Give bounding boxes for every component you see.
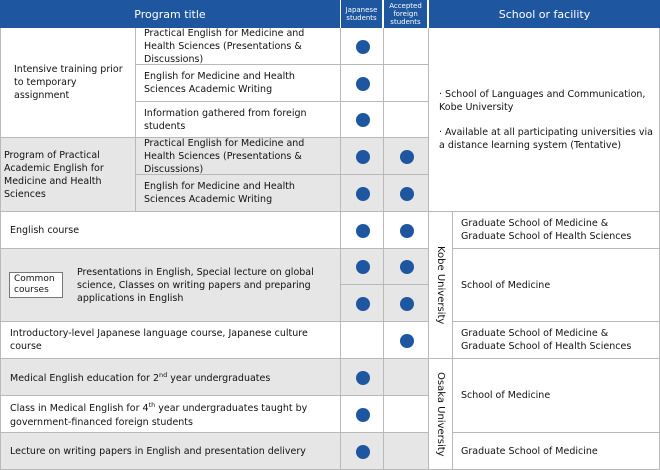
- dot-icon: [356, 187, 370, 201]
- header-japanese-students: Japanese students: [341, 0, 382, 28]
- japanese-mark: [341, 175, 384, 212]
- foreign-mark: [384, 249, 429, 285]
- university-osaka-cell: [429, 359, 453, 470]
- japanese-mark: [341, 212, 384, 249]
- japanese-mark: [341, 396, 384, 433]
- foreign-col-cell: [384, 65, 429, 102]
- table-left-border: [0, 28, 1, 470]
- foreign-col-cell: [384, 396, 429, 433]
- dot-icon: [356, 77, 370, 91]
- group-practical-program: Program of Practical Academic English for Medicine and Health Sciences: [0, 138, 136, 212]
- row-lecture-writing: Lecture on writing papers in English and presentation delivery: [0, 433, 341, 470]
- header-program-title: Program title: [0, 0, 340, 28]
- row-info-foreign-students: Information gathered from foreign students: [136, 102, 341, 138]
- dot-icon: [400, 297, 414, 311]
- university-kobe-label: Kobe University: [435, 245, 446, 325]
- foreign-mark: [384, 285, 429, 322]
- row-class-4th-year: Class in Medical English for 4th year undergraduates taught by government-financed foreign students: [0, 396, 341, 433]
- japanese-col-cell: [341, 322, 384, 359]
- university-osaka-label: Osaka University: [435, 371, 446, 457]
- dot-icon: [400, 224, 414, 238]
- japanese-mark: [341, 285, 384, 322]
- common-courses-label: Common courses: [9, 272, 63, 298]
- foreign-mark: [384, 322, 429, 359]
- row-writing-1: English for Medicine and Health Sciences Academic Writing: [136, 65, 341, 102]
- dot-icon: [356, 40, 370, 54]
- row-practical-english-1: Practical English for Medicine and Health Sciences (Presentations & Discussions): [136, 28, 341, 65]
- common-courses-description: Presentations in English, Special lecture on global science, Classes on writing papers and preparing applications in English: [77, 266, 314, 304]
- university-kobe-cell: [429, 212, 453, 359]
- dot-icon: [400, 187, 414, 201]
- dot-icon: [356, 297, 370, 311]
- foreign-mark: [384, 175, 429, 212]
- facility-distance-learning: · Available at all participating universities via a distance learning system (Tentative): [439, 127, 653, 151]
- dot-icon: [356, 408, 370, 422]
- facility-grad-med-health-2: Graduate School of Medicine & Graduate School of Health Sciences: [453, 322, 660, 359]
- japanese-mark: [341, 65, 384, 102]
- japanese-mark: [341, 433, 384, 470]
- dot-icon: [356, 150, 370, 164]
- foreign-col-cell: [384, 28, 429, 65]
- group-intensive-training: Intensive training prior to temporary assignment: [0, 28, 136, 138]
- facility-grad-med-health-1: Graduate School of Medicine & Graduate School of Health Sciences: [453, 212, 660, 249]
- row-writing-2: English for Medicine and Health Sciences Academic Writing: [136, 175, 341, 212]
- dot-icon: [356, 371, 370, 385]
- facility-school-med-1: School of Medicine: [453, 249, 660, 322]
- japanese-mark: [341, 102, 384, 138]
- facility-kobe-languages: · School of Languages and Communication, Kobe University: [439, 89, 646, 113]
- japanese-mark: [341, 138, 384, 175]
- foreign-mark: [384, 138, 429, 175]
- row-medical-english-2nd: Medical English education for 2nd year undergraduates: [0, 359, 341, 396]
- japanese-mark: [341, 28, 384, 65]
- dot-icon: [356, 113, 370, 127]
- row-common-courses: [0, 249, 341, 322]
- foreign-mark: [384, 212, 429, 249]
- facility-school-med-2: School of Medicine: [453, 359, 660, 433]
- dot-icon: [400, 150, 414, 164]
- dot-icon: [400, 334, 414, 348]
- header-accepted-foreign-students: Accepted foreign students: [384, 0, 427, 28]
- header-school-or-facility: School or facility: [429, 0, 660, 28]
- row-intro-japanese: Introductory-level Japanese language course, Japanese culture course: [0, 322, 341, 359]
- foreign-col-cell: [384, 102, 429, 138]
- dot-icon: [400, 260, 414, 274]
- facility-general: [429, 28, 660, 212]
- row-practical-english-2: Practical English for Medicine and Health Sciences (Presentations & Discussions): [136, 138, 341, 175]
- dot-icon: [356, 445, 370, 459]
- facility-grad-med: Graduate School of Medicine: [453, 433, 660, 470]
- foreign-col-cell: [384, 359, 429, 396]
- japanese-mark: [341, 249, 384, 285]
- foreign-col-cell: [384, 433, 429, 470]
- row-english-course: English course: [0, 212, 341, 249]
- japanese-mark: [341, 359, 384, 396]
- dot-icon: [356, 260, 370, 274]
- dot-icon: [356, 224, 370, 238]
